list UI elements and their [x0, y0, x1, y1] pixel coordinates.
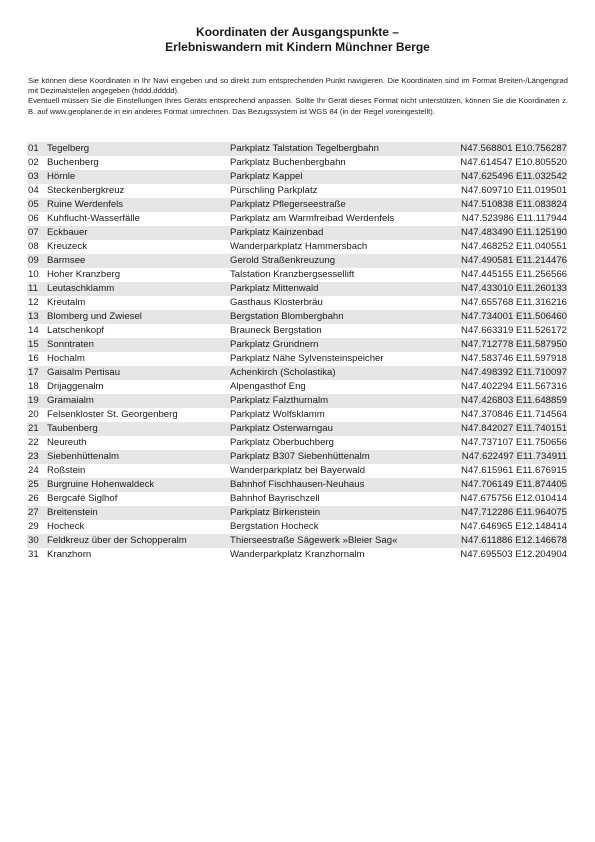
- start-point: Parkplatz Kappel: [230, 171, 303, 182]
- start-point: Pürschling Parkplatz: [230, 185, 318, 196]
- row-number: 06: [28, 213, 39, 224]
- row-number: 23: [28, 451, 39, 462]
- row-number: 14: [28, 325, 39, 336]
- coordinates: N47.583746 E11.597918: [461, 353, 567, 364]
- coordinates: N47.611886 E12.146678: [461, 535, 567, 546]
- start-point: Parkplatz am Warmfreibad Werdenfels: [230, 213, 395, 224]
- table-row: [27, 170, 567, 184]
- tour-name: Kuhflucht-Wasserfälle: [47, 213, 140, 224]
- page-title: [0, 25, 595, 55]
- tour-name: Kranzhorn: [47, 549, 92, 560]
- start-point: Parkplatz Oberbuchberg: [230, 437, 334, 448]
- start-point: Parkplatz Birkenstein: [230, 507, 321, 518]
- tour-name: Neureuth: [47, 437, 87, 448]
- tour-name: Leutaschklamm: [47, 283, 115, 294]
- start-point: Gerold Straßenkreuzung: [230, 255, 336, 266]
- table-row: [27, 310, 567, 324]
- intro-paragraph-2: Eventuell müssen Sie die Einstellungen Ihres Geräts entsprechend anpassen. Sollte Ihr Gerät dieses Format nicht unterstützen, können Sie die Koordinaten z. B. auf www.geoplaner.de in ein anderes Format umrechnen. Das Bezugssystem ist WGS 84 (in der Regel voreingestellt).: [28, 96, 568, 116]
- row-number: 11: [28, 283, 38, 294]
- table-row: [27, 450, 567, 464]
- coordinates: N47.712286 E11.964075: [461, 507, 567, 518]
- intro-text: [28, 76, 568, 117]
- coordinates: N47.615961 E11.676915: [461, 465, 567, 476]
- start-point: Bergstation Hocheck: [230, 521, 319, 532]
- coordinates-table: [27, 142, 567, 562]
- tour-name: Feldkreuz über der Schopperalm: [47, 535, 187, 546]
- table-row: [27, 492, 567, 506]
- start-point: Parkplatz B307 Siebenhüttenalm: [230, 451, 370, 462]
- tour-name: Felsenkloster St. Georgenberg: [47, 409, 178, 420]
- start-point: Parkplatz Wolfsklamm: [230, 409, 325, 420]
- table-row: [27, 212, 567, 226]
- title-line-1: Koordinaten der Ausgangspunkte –: [196, 25, 399, 39]
- row-number: 12: [28, 297, 39, 308]
- row-number: 15: [28, 339, 39, 350]
- coordinates: N47.625496 E11.032542: [461, 171, 567, 182]
- tour-name: Latschenkopf: [47, 325, 105, 336]
- start-point: Thierseestraße Sägewerk »Bleier Sag«: [230, 535, 398, 546]
- coordinates: N47.646965 E12.148414: [460, 521, 567, 532]
- row-number: 05: [28, 199, 39, 210]
- row-number: 25: [28, 479, 39, 490]
- table-row: [27, 184, 567, 198]
- table-row: [27, 506, 567, 520]
- table-row: [27, 352, 567, 366]
- title-line-2: Erlebniswandern mit Kindern Münchner Berge: [165, 40, 430, 54]
- coordinates: N47.695503 E12.204904: [460, 549, 567, 560]
- tour-name: Gramaialm: [47, 395, 94, 406]
- tour-name: Barmsee: [47, 255, 86, 266]
- coordinates: N47.402294 E11.567316: [461, 381, 567, 392]
- row-number: 02: [28, 157, 39, 168]
- coordinates: N47.523986 E11.117944: [461, 213, 567, 224]
- table-row: [27, 394, 567, 408]
- tour-name: Steckenbergkreuz: [47, 185, 125, 196]
- row-number: 04: [28, 185, 39, 196]
- table-row: [27, 548, 567, 562]
- coordinates: N47.609710 E11.019501: [461, 185, 567, 196]
- tour-name: Taubenberg: [47, 423, 98, 434]
- start-point: Talstation Kranzbergsessellift: [230, 269, 355, 280]
- start-point: Parkplatz Grundnern: [230, 339, 319, 350]
- row-number: 03: [28, 171, 39, 182]
- table-row: [27, 478, 567, 492]
- coordinates: N47.663319 E11.526172: [461, 325, 567, 336]
- coordinates: N47.706149 E11.874405: [461, 479, 567, 490]
- table-row: [27, 296, 567, 310]
- tour-name: Kreutalm: [47, 297, 86, 308]
- coordinates: N47.468252 E11.040551: [461, 241, 567, 252]
- tour-name: Sonntraten: [47, 339, 94, 350]
- tour-name: Hocheck: [47, 521, 85, 532]
- row-number: 10: [28, 269, 39, 280]
- row-number: 13: [28, 311, 39, 322]
- start-point: Parkplatz Falzthurnalm: [230, 395, 329, 406]
- start-point: Wanderparkplatz bei Bayerwald: [230, 465, 366, 476]
- start-point: Bergstation Blombergbahn: [230, 311, 344, 322]
- coordinates: N47.655768 E11.316216: [461, 297, 567, 308]
- tour-name: Ruine Werdenfels: [47, 199, 124, 210]
- coordinates: N47.483490 E11.125190: [461, 227, 567, 238]
- start-point: Parkplatz Mittenwald: [230, 283, 319, 294]
- row-number: 01: [28, 143, 39, 154]
- start-point: Bahnhof Bayrischzell: [230, 493, 320, 504]
- row-number: 31: [28, 549, 39, 560]
- tour-name: Gaisalm Pertisau: [47, 367, 121, 378]
- intro-paragraph-1: Sie können diese Koordinaten in Ihr Navi eingeben und so direkt zum entsprechenden Punkt navigieren. Die Koordinaten sind im Format Breiten-/Längengrad mit Dezimalstellen angegeben (hddd.ddddd).: [28, 76, 568, 96]
- start-point: Gasthaus Klosterbräu: [230, 297, 323, 308]
- start-point: Parkplatz Nähe Sylvensteinspeicher: [230, 353, 384, 364]
- tour-name: Burgruine Hohenwaldeck: [47, 479, 155, 490]
- start-point: Parkplatz Buchenbergbahn: [230, 157, 346, 168]
- table-row: [27, 254, 567, 268]
- start-point: Parkplatz Osterwarngau: [230, 423, 333, 434]
- table-row: [27, 282, 567, 296]
- start-point: Parkplatz Talstation Tegelbergbahn: [230, 143, 379, 154]
- tour-name: Blomberg und Zwiesel: [47, 311, 142, 322]
- row-number: 08: [28, 241, 39, 252]
- coordinates: N47.737107 E11.750656: [461, 437, 567, 448]
- start-point: Achenkirch (Scholastika): [230, 367, 336, 378]
- tour-name: Roßstein: [47, 465, 86, 476]
- table-row: [27, 422, 567, 436]
- row-number: 18: [28, 381, 39, 392]
- coordinates: N47.498392 E11.710097: [461, 367, 567, 378]
- start-point: Brauneck Bergstation: [230, 325, 322, 336]
- row-number: 22: [28, 437, 39, 448]
- table-row: [27, 240, 567, 254]
- coordinates: N47.622497 E11.734911: [461, 451, 567, 462]
- table-row: [27, 520, 567, 534]
- start-point: Wanderparkplatz Kranzhornalm: [230, 549, 365, 560]
- row-number: 24: [28, 465, 39, 476]
- row-number: 17: [28, 367, 39, 378]
- tour-name: Bergcafé Siglhof: [47, 493, 118, 504]
- row-number: 16: [28, 353, 39, 364]
- coordinates: N47.734001 E11.506460: [461, 311, 567, 322]
- table-row: [27, 338, 567, 352]
- coordinates: N47.675756 E12.010414: [460, 493, 567, 504]
- table-row: [27, 156, 567, 170]
- tour-name: Tegelberg: [47, 143, 90, 154]
- table-row: [27, 464, 567, 478]
- tour-name: Hochalm: [47, 353, 85, 364]
- row-number: 09: [28, 255, 39, 266]
- start-point: Bahnhof Fischhausen-Neuhaus: [230, 479, 365, 490]
- coordinates: N47.568801 E10.756287: [460, 143, 567, 154]
- table-row: [27, 408, 567, 422]
- start-point: Parkplatz Pflegerseestraße: [230, 199, 346, 210]
- tour-name: Buchenberg: [47, 157, 99, 168]
- coordinates: N47.614547 E10.805520: [460, 157, 567, 168]
- tour-name: Hörnle: [47, 171, 76, 182]
- tour-name: Siebenhüttenalm: [47, 451, 120, 462]
- row-number: 30: [28, 535, 39, 546]
- tour-name: Eckbauer: [47, 227, 88, 238]
- coordinates: N47.842027 E11.740151: [461, 423, 567, 434]
- table-row: [27, 324, 567, 338]
- row-number: 29: [28, 521, 39, 532]
- table-row: [27, 142, 567, 156]
- tour-name: Breitenstein: [47, 507, 98, 518]
- start-point: Alpengasthof Eng: [230, 381, 306, 392]
- table-row: [27, 534, 567, 548]
- table-row: [27, 198, 567, 212]
- table-row: [27, 380, 567, 394]
- coordinates: N47.433010 E11.260133: [461, 283, 567, 294]
- tour-name: Drijaggenalm: [47, 381, 104, 392]
- coordinates: N47.445155 E11.256566: [461, 269, 567, 280]
- coordinates: N47.712778 E11.587950: [461, 339, 567, 350]
- row-number: 26: [28, 493, 39, 504]
- row-number: 19: [28, 395, 39, 406]
- table-row: [27, 436, 567, 450]
- table-row: [27, 366, 567, 380]
- tour-name: Kreuzeck: [47, 241, 87, 252]
- row-number: 07: [28, 227, 39, 238]
- coordinates: N47.370846 E11.714564: [461, 409, 567, 420]
- row-number: 21: [28, 423, 39, 434]
- row-number: 27: [28, 507, 39, 518]
- row-number: 20: [28, 409, 39, 420]
- coordinates: N47.510838 E11.083824: [461, 199, 567, 210]
- table-row: [27, 226, 567, 240]
- start-point: Parkplatz Kainzenbad: [230, 227, 324, 238]
- start-point: Wanderparkplatz Hammersbach: [230, 241, 368, 252]
- table-row: [27, 268, 567, 282]
- coordinates: N47.426803 E11.648859: [461, 395, 567, 406]
- tour-name: Hoher Kranzberg: [47, 269, 121, 280]
- coordinates: N47.490581 E11.214476: [461, 255, 567, 266]
